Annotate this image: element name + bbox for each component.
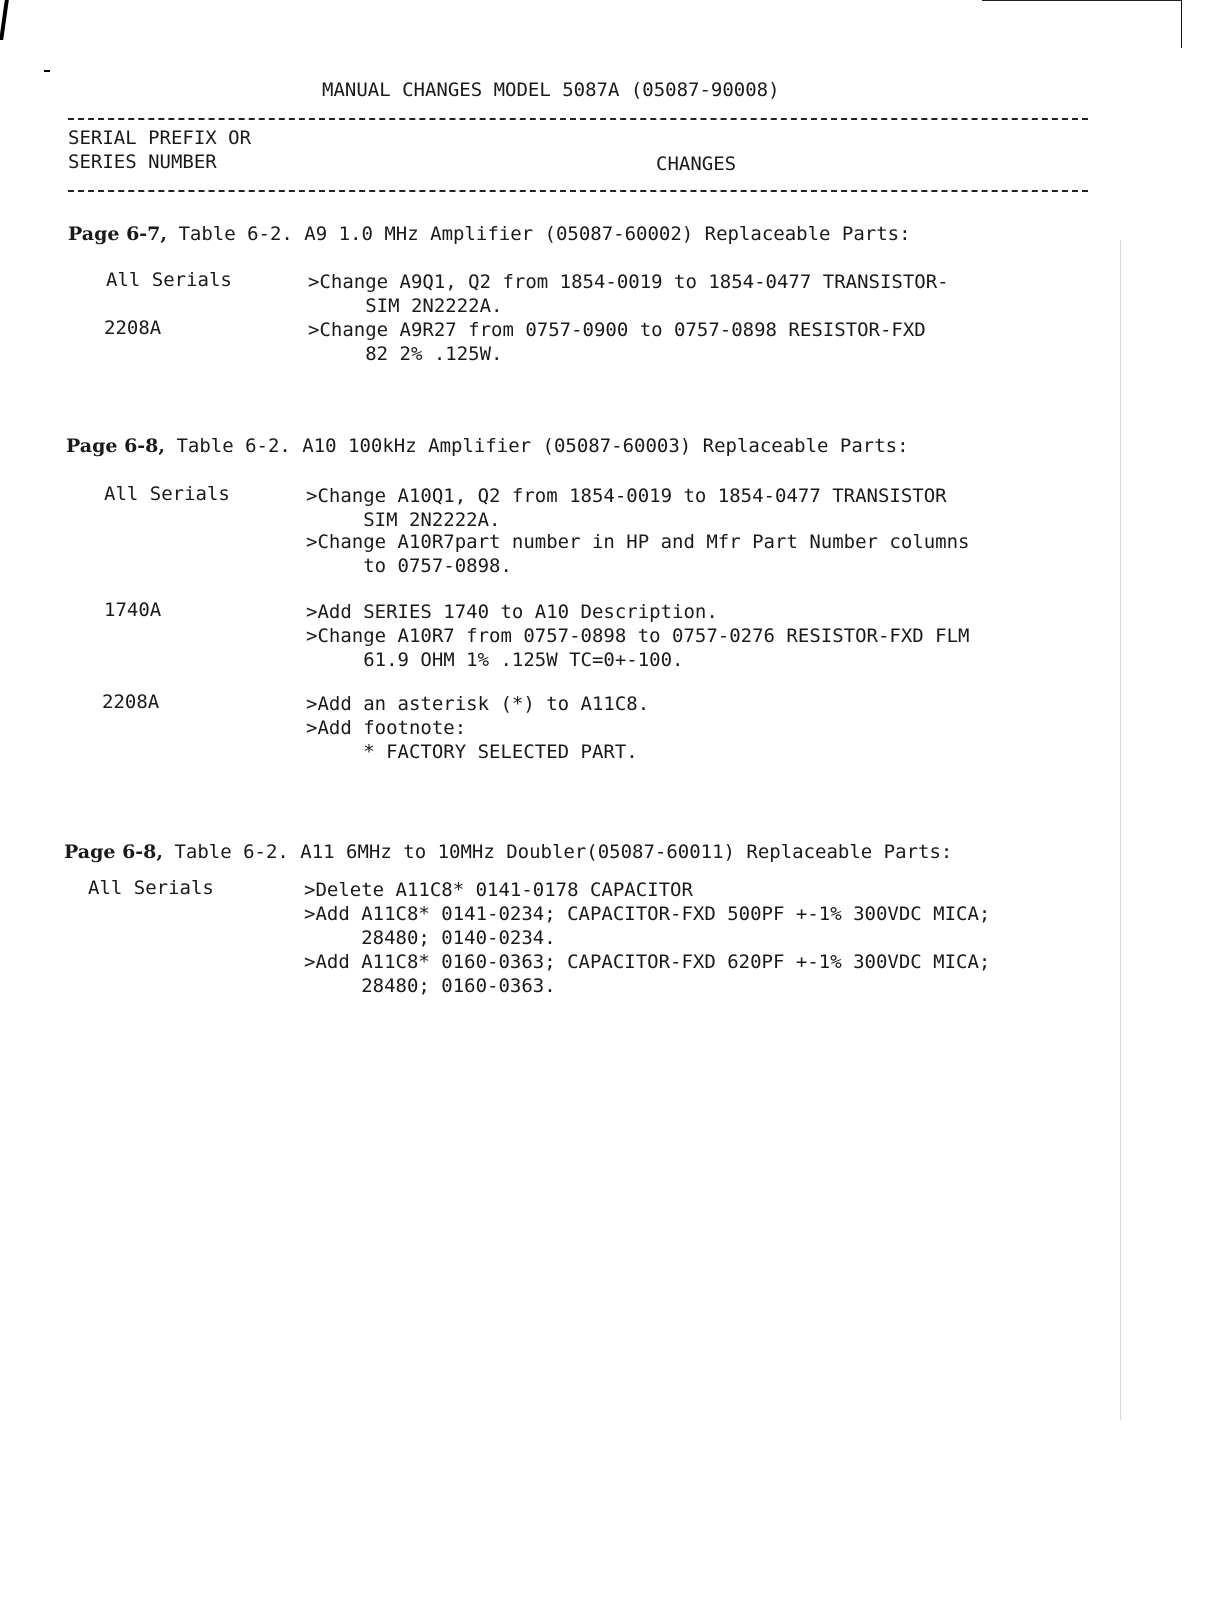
change-line: >Change A9R27 from 0757-0900 to 0757-0898 RESISTOR-FXD	[308, 319, 926, 341]
change-line: 28480; 0140-0234.	[304, 927, 556, 949]
change-line: >Add footnote:	[306, 717, 467, 739]
serial-label: 2208A	[102, 691, 160, 713]
change-line: >Add SERIES 1740 to A10 Description.	[306, 601, 718, 623]
section-heading	[66, 434, 909, 458]
scan-edge-top	[982, 0, 1182, 1]
page-ref: Page 6-8,	[66, 435, 166, 457]
table-ref: Table 6-2. A10 100kHz Amplifier (05087-60003) Replaceable Parts:	[165, 435, 909, 457]
scan-edge-right	[1181, 0, 1182, 48]
page-ref: Page 6-7,	[68, 223, 168, 245]
change-line: 28480; 0160-0363.	[304, 975, 556, 997]
section-heading	[64, 840, 952, 864]
change-line: SIM 2N2222A.	[306, 509, 501, 531]
change-line: to 0757-0898.	[306, 555, 512, 577]
serial-label: 2208A	[104, 317, 162, 339]
change-line: >Change A10R7 from 0757-0898 to 0757-0276 RESISTOR-FXD FLM	[306, 625, 970, 647]
change-line: SIM 2N2222A.	[308, 295, 503, 317]
table-ref: Table 6-2. A11 6MHz to 10MHz Doubler(05087-60011) Replaceable Parts:	[163, 841, 953, 863]
serial-label: All Serials	[106, 269, 232, 291]
change-line: * FACTORY SELECTED PART.	[306, 741, 638, 763]
scan-faint-line	[1120, 240, 1121, 1420]
header-rule-top	[68, 118, 1088, 120]
document-title: MANUAL CHANGES MODEL 5087A (05087-90008)	[322, 79, 780, 101]
scan-dash-left	[44, 70, 50, 72]
serial-label: 1740A	[104, 599, 162, 621]
serial-label: All Serials	[88, 877, 214, 899]
serial-label: All Serials	[104, 483, 230, 505]
table-ref: Table 6-2. A9 1.0 MHz Amplifier (05087-60002) Replaceable Parts:	[167, 223, 911, 245]
change-line: 82 2% .125W.	[308, 343, 503, 365]
change-line: >Change A10Q1, Q2 from 1854-0019 to 1854-0477 TRANSISTOR	[306, 485, 947, 507]
change-line: 61.9 OHM 1% .125W TC=0+-100.	[306, 649, 684, 671]
change-line: >Add A11C8* 0160-0363; CAPACITOR-FXD 620PF +-1% 300VDC MICA;	[304, 951, 991, 973]
change-line: >Add A11C8* 0141-0234; CAPACITOR-FXD 500PF +-1% 300VDC MICA;	[304, 903, 991, 925]
change-line: >Delete A11C8* 0141-0178 CAPACITOR	[304, 879, 693, 901]
change-line: >Change A10R7part number in HP and Mfr Part Number columns	[306, 531, 970, 553]
header-changes: CHANGES	[656, 153, 737, 175]
change-line: >Change A9Q1, Q2 from 1854-0019 to 1854-0477 TRANSISTOR-	[308, 271, 949, 293]
header-serial-line2: SERIES NUMBER	[68, 151, 217, 173]
page-ref: Page 6-8,	[64, 841, 164, 863]
header-serial-line1: SERIAL PREFIX OR	[68, 127, 252, 149]
scan-mark-top-left	[0, 0, 9, 40]
section-heading	[68, 222, 911, 246]
change-line: >Add an asterisk (*) to A11C8.	[306, 693, 650, 715]
header-rule-bottom	[68, 190, 1088, 192]
